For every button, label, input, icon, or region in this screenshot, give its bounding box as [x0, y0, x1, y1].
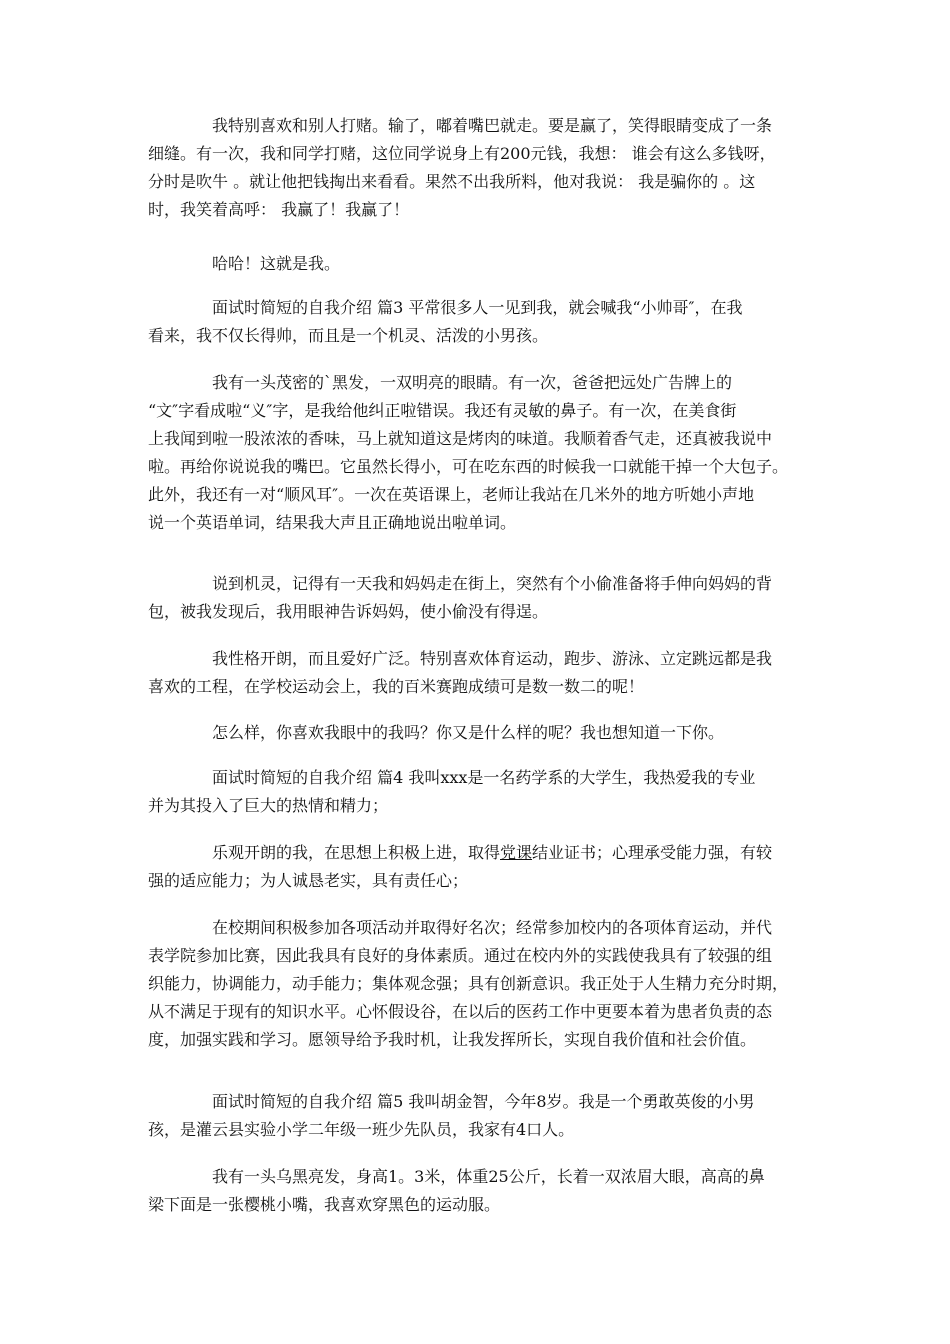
text-line: 面试时简短的自我介绍 篇4 我叫xxx是一名药学系的大学生，我热爱我的专业	[212, 768, 756, 787]
paragraph-intro-5	[148, 1088, 808, 1144]
text-line: 表学院参加比赛，因此我具有良好的身体素质。通过在校内外的实践使我具有了较强的组	[148, 946, 773, 965]
text-line: 面试时简短的自我介绍 篇3 平常很多人一见到我，就会喊我“小帅哥″，在我	[212, 298, 743, 317]
paragraph-optimistic	[148, 839, 808, 895]
text-line: 我性格开朗，而且爱好广泛。特别喜欢体育运动，跑步、游泳、立定跳远都是我	[212, 649, 773, 668]
text-line: 说一个英语单词，结果我大声且正确地说出啦单词。	[148, 513, 517, 532]
paragraph-clever	[148, 570, 808, 626]
text-line: 我有一头乌黑亮发，身高1。3米，体重25公斤，长着一双浓眉大眼，高高的鼻	[212, 1167, 765, 1186]
paragraph-intro-4	[148, 764, 808, 820]
text-line: 怎么样，你喜欢我眼中的我吗？你又是什么样的呢？我也想知道一下你。	[212, 723, 725, 742]
text-line: 强的适应能力；为人诚恳老实，具有责任心；	[148, 871, 469, 890]
text-line: 梁下面是一张樱桃小嘴，我喜欢穿黑色的运动服。	[148, 1195, 501, 1214]
text-line: 从不满足于现有的知识水平。心怀假设谷，在以后的医药工作中更要本着为患者负责的态	[148, 1002, 773, 1021]
paragraph-hobbies	[148, 645, 808, 701]
text-line: 分时是吹牛 。就让他把钱掏出来看看。果然不出我所料，他对我说： 我是骗你的 。这	[148, 172, 756, 191]
paragraph-appearance	[148, 369, 808, 537]
paragraph-betting	[148, 112, 808, 224]
text-line: 孩，是灌云县实验小学二年级一班少先队员，我家有4口人。	[148, 1120, 575, 1139]
text-line: 看来，我不仅长得帅，而且是一个机灵、活泼的小男孩。	[148, 326, 549, 345]
paragraph-intro-3	[148, 294, 808, 350]
text-segment: 结业证书；心理承受能力强，有较	[532, 843, 773, 862]
text-line: 喜欢的工程，在学校运动会上，我的百米赛跑成绩可是数一数二的呢！	[148, 677, 645, 696]
text-segment: 乐观开朗的我，在思想上积极上进，取得	[212, 843, 501, 862]
text-line: 哈哈！这就是我。	[212, 254, 341, 273]
text-line: 我有一头茂密的`黑发，一双明亮的眼睛。有一次，爸爸把远处广告牌上的	[212, 373, 733, 392]
paragraph-haha	[148, 250, 808, 278]
text-line: “文″字看成啦“义″字，是我给他纠正啦错误。我还有灵敏的鼻子。有一次，在美食街	[148, 401, 737, 420]
text-line: 织能力，协调能力，动手能力；集体观念强；具有创新意识。我正处于人生精力充分时期，	[148, 974, 789, 993]
text-line: 面试时简短的自我介绍 篇5 我叫胡金智，今年8岁。我是一个勇敢英俊的小男	[212, 1092, 755, 1111]
text-line: 上我闻到啦一股浓浓的香味，马上就知道这是烤肉的味道。我顺着香气走，还真被我说中	[148, 429, 773, 448]
text-line: 说到机灵，记得有一天我和妈妈走在街上，突然有个小偷准备将手伸向妈妈的背	[212, 574, 773, 593]
text-line: 包，被我发现后，我用眼神告诉妈妈，使小偷没有得逞。	[148, 602, 549, 621]
text-line: 啦。再给你说说我的嘴巴。它虽然长得小，可在吃东西的时候我一口就能干掉一个大包子。	[148, 457, 789, 476]
paragraph-school-activities	[148, 914, 808, 1054]
text-line: 在校期间积极参加各项活动并取得好名次；经常参加校内的各项体育运动，并代	[212, 918, 773, 937]
party-course-link[interactable]: 党课	[500, 843, 533, 862]
text-line: 度，加强实践和学习。愿领导给予我时机，让我发挥所长，实现自我价值和社会价值。	[148, 1030, 757, 1049]
text-line: 并为其投入了巨大的热情和精力；	[148, 796, 389, 815]
text-line: 我特别喜欢和别人打赌。输了，嘟着嘴巴就走。要是赢了，笑得眼睛变成了一条	[212, 116, 773, 135]
paragraph-question	[148, 719, 808, 747]
text-line: 细缝。有一次，我和同学打赌，这位同学说身上有200元钱，我想： 谁会有这么多钱呀，	[148, 144, 776, 163]
paragraph-looks	[148, 1163, 808, 1219]
text-line: 时，我笑着高呼： 我赢了！我赢了！	[148, 200, 410, 219]
text-line	[148, 839, 808, 867]
text-line: 此外，我还有一对“顺风耳″。一次在英语课上，老师让我站在几米外的地方听她小声地	[148, 485, 755, 504]
